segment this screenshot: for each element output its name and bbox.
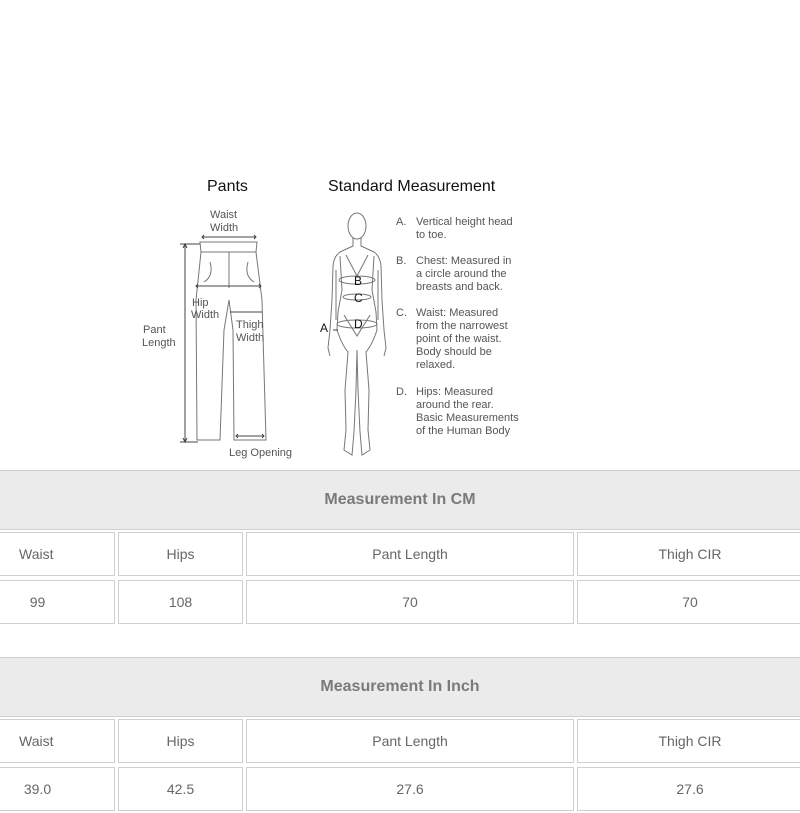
column-header-hips: Hips — [118, 719, 243, 763]
note-c-line: Waist: Measured — [416, 307, 499, 319]
note-d-key: D. — [396, 386, 407, 398]
cell-hips: 108 — [118, 580, 243, 624]
pants-heading: Pants — [207, 178, 248, 195]
note-c-line: point of the waist. — [416, 333, 502, 345]
table-title-row — [0, 470, 800, 530]
cell-thigh-cir: 27.6 — [577, 767, 800, 811]
column-header-waist: Waist — [0, 532, 115, 576]
waist-width-label-2: Width — [210, 222, 239, 234]
waist-width-label-1: Waist — [210, 209, 238, 221]
body-letter-c: C — [354, 291, 363, 305]
leg-opening-label: Leg Opening — [229, 447, 292, 459]
note-b-key: B. — [396, 255, 407, 267]
note-d-line: Basic Measurements — [416, 412, 519, 424]
table-header-row — [0, 530, 800, 578]
cell-hips: 42.5 — [118, 767, 243, 811]
thigh-width-label-1: Thigh — [236, 319, 264, 331]
measurement-notes — [396, 216, 519, 437]
cell-waist: 99 — [0, 580, 115, 624]
body-letter-a: A — [320, 321, 329, 335]
body-figure-illustration — [328, 213, 386, 455]
thigh-width-label-2: Width — [236, 332, 265, 344]
cell-pant-length: 27.6 — [246, 767, 574, 811]
note-c-key: C. — [396, 307, 407, 319]
pant-length-label-2: Length — [142, 337, 176, 349]
note-d-line: Hips: Measured — [416, 386, 494, 398]
column-header-pant-length: Pant Length — [246, 532, 574, 576]
note-d-line: around the rear. — [416, 399, 494, 411]
cell-pant-length: 70 — [246, 580, 574, 624]
pant-length-label-1: Pant — [143, 324, 166, 336]
column-header-thigh-cir: Thigh CIR — [577, 719, 800, 763]
hip-width-label-2: Width — [191, 309, 220, 321]
note-a-line: to toe. — [416, 229, 447, 241]
note-a-line: Vertical height head — [416, 216, 513, 228]
standard-measurement-heading: Standard Measurement — [328, 178, 496, 195]
measurement-table-inch — [0, 657, 800, 813]
table-title: Measurement In CM — [324, 491, 476, 508]
note-b-line: a circle around the — [416, 268, 507, 280]
note-c-line: relaxed. — [416, 359, 456, 371]
note-c-line: from the narrowest — [416, 320, 508, 332]
note-a-key: A. — [396, 216, 407, 228]
note-b-line: breasts and back. — [416, 281, 503, 293]
cell-waist: 39.0 — [0, 767, 115, 811]
measurement-table-cm — [0, 470, 800, 626]
table-title-row — [0, 657, 800, 717]
note-b-line: Chest: Measured in — [416, 255, 512, 267]
table-header-row — [0, 717, 800, 765]
body-letter-b: B — [354, 274, 363, 288]
column-header-hips: Hips — [118, 532, 243, 576]
table-row — [0, 765, 800, 813]
column-header-thigh-cir: Thigh CIR — [577, 532, 800, 576]
column-header-pant-length: Pant Length — [246, 719, 574, 763]
note-d-line: of the Human Body — [416, 425, 511, 437]
note-c-line: Body should be — [416, 346, 492, 358]
table-row — [0, 578, 800, 626]
column-header-waist: Waist — [0, 719, 115, 763]
body-letter-d: D — [354, 317, 363, 331]
hip-width-label-1: Hip — [192, 297, 209, 309]
cell-thigh-cir: 70 — [577, 580, 800, 624]
table-title: Measurement In Inch — [320, 678, 480, 695]
